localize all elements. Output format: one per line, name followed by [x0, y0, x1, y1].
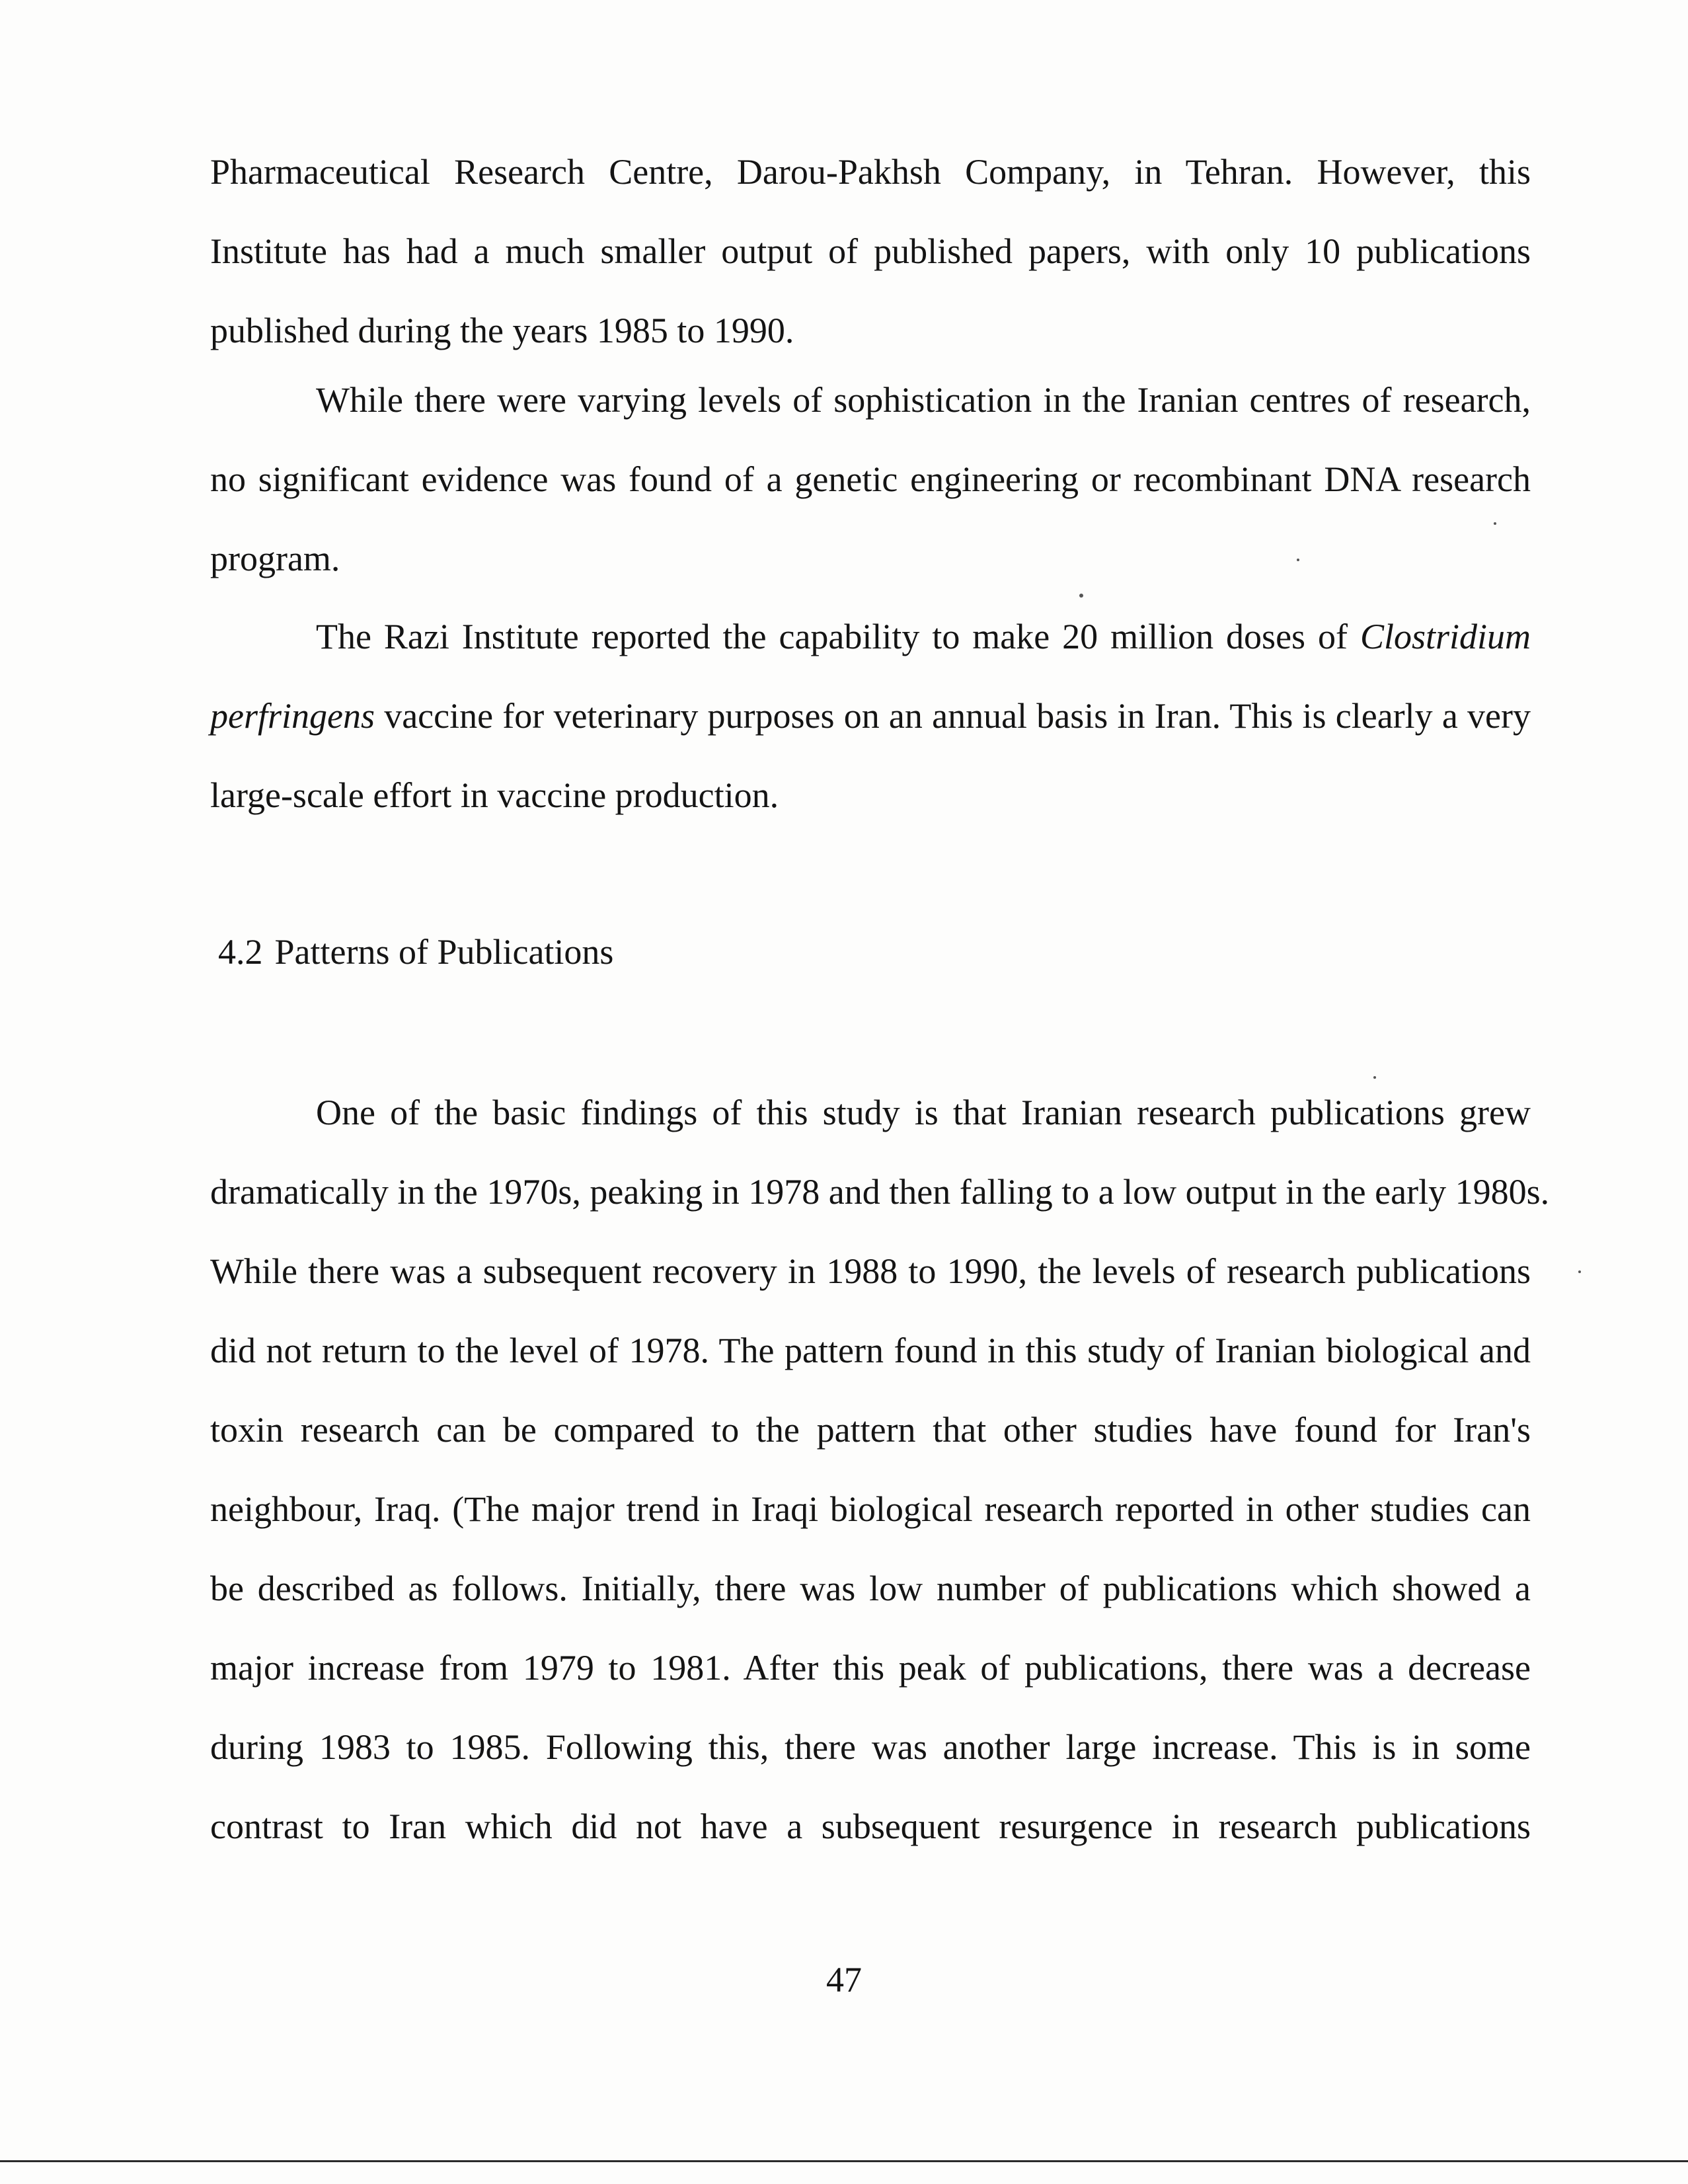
- text-run: The Razi Institute reported the capability to make 20 million doses of: [316, 617, 1360, 656]
- paragraph-line: contrast to Iran which did not have a subsequent resurgence in research publications: [210, 1807, 1531, 1846]
- paragraph-line: major increase from 1979 to 1981. After this peak of publications, there was a decrease: [210, 1648, 1531, 1688]
- species-name: perfringens: [210, 696, 375, 736]
- page-number: 47: [826, 1960, 862, 2000]
- paragraph-line: did not return to the level of 1978. The pattern found in this study of Iranian biological and: [210, 1331, 1531, 1370]
- bottom-rule: [0, 2160, 1688, 2162]
- paragraph-line: no significant evidence was found of a genetic engineering or recombinant DNA research: [210, 459, 1531, 499]
- paragraph-line: While there were varying levels of sophistication in the Iranian centres of research,: [316, 380, 1531, 420]
- scan-speck: [1373, 1076, 1376, 1079]
- text-run: vaccine for veterinary purposes on an annual basis in Iran. This is clearly a very: [375, 696, 1531, 736]
- paragraph-line: be described as follows. Initially, there was low number of publications which showed a: [210, 1569, 1531, 1608]
- paragraph-line: [210, 694, 1531, 738]
- species-name: Clostridium: [1360, 617, 1531, 656]
- section-number: 4.2: [218, 932, 263, 972]
- section-title: Patterns of Publications: [274, 932, 614, 972]
- paragraph-line: One of the basic findings of this study is that Iranian research publications grew: [316, 1093, 1531, 1132]
- scan-speck: [1494, 522, 1496, 525]
- paragraph-line: large-scale effort in vaccine production.: [210, 775, 779, 815]
- paragraph-line: Pharmaceutical Research Centre, Darou-Pakhsh Company, in Tehran. However, this: [210, 152, 1531, 192]
- paragraph-line: While there was a subsequent recovery in 1988 to 1990, the levels of research publications: [210, 1251, 1531, 1291]
- section-heading: [218, 930, 613, 974]
- paragraph-line: toxin research can be compared to the pattern that other studies have found for Iran's: [210, 1410, 1531, 1450]
- paragraph-line: dramatically in the 1970s, peaking in 1978 and then falling to a low output in the early 1980s.: [210, 1172, 1550, 1212]
- paragraph-line: [316, 615, 1531, 658]
- paragraph-line: neighbour, Iraq. (The major trend in Iraqi biological research reported in other studies can: [210, 1489, 1531, 1529]
- paragraph-line: during 1983 to 1985. Following this, there was another large increase. This is in some: [210, 1727, 1531, 1767]
- paragraph-line: published during the years 1985 to 1990.: [210, 311, 794, 350]
- scan-speck: [1079, 594, 1083, 598]
- scan-speck: [1578, 1270, 1581, 1273]
- scan-speck: [1297, 559, 1299, 561]
- paragraph-line: program.: [210, 539, 340, 578]
- paragraph-line: Institute has had a much smaller output of published papers, with only 10 publications: [210, 231, 1531, 271]
